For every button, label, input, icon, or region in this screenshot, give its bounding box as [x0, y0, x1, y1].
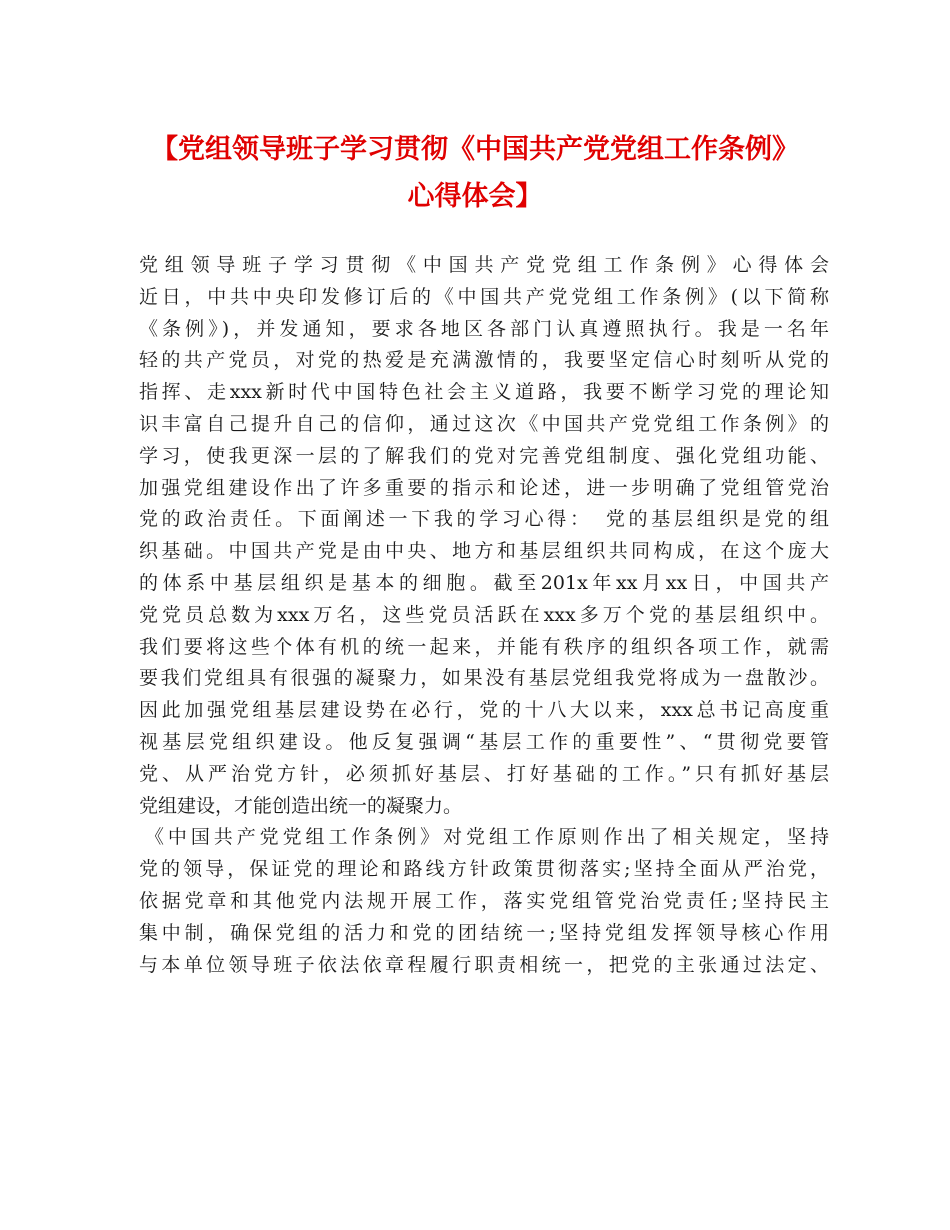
text-line: 轻的共产党员，对党的热爱是充满激情的，我要坚定信心时刻听从党的 — [139, 349, 829, 372]
text-line: 党党员总数为xxx万名，这些党员活跃在xxx多万个党的基层组织中。 — [139, 603, 829, 626]
text-line: 我们要将这些个体有机的统一起来，并能有秩序的组织各项工作，就需 — [139, 635, 829, 658]
text-line: 视基层党组织建设。他反复强调“基层工作的重要性”、“贯彻党要管 — [139, 730, 829, 753]
text-line: 加强党组建设作出了许多重要的指示和论述，进一步明确了党组管党治 — [139, 476, 829, 499]
text-line: 党、从严治党方针，必须抓好基层、打好基础的工作。”只有抓好基层 — [139, 762, 829, 785]
text-line: 因此加强党组基层建设势在必行，党的十八大以来，xxx总书记高度重 — [139, 699, 829, 722]
text-line: 要我们党组具有很强的凝聚力，如果没有基层党组我党将成为一盘散沙。 — [139, 667, 829, 690]
text-line: 与本单位领导班子依法依章程履行职责相统一，把党的主张通过法定、 — [139, 953, 829, 976]
text-line: 依据党章和其他党内法规开展工作，落实党组管党治党责任;坚持民主 — [139, 889, 829, 912]
title-line-1: 【党组领导班子学习贯彻《中国共产党党组工作条例》 — [151, 134, 799, 165]
text-line: 《条例》)，并发通知，要求各地区各部门认真遵照执行。我是一名年 — [139, 317, 829, 340]
text-line: 学习，使我更深一层的了解我们的党对完善党组制度、强化党组功能、 — [139, 444, 829, 467]
text-line: 的体系中基层组织是基本的细胞。截至201x年xx月xx日，中国共产 — [139, 571, 829, 594]
text-line: 识丰富自己提升自己的信仰，通过这次《中国共产党党组工作条例》的 — [139, 412, 829, 435]
document-title — [100, 126, 850, 220]
text-line: 党的领导，保证党的理论和路线方针政策贯彻落实;坚持全面从严治党， — [139, 858, 829, 881]
paragraph-1 — [139, 250, 829, 822]
paragraph-2 — [139, 822, 829, 981]
text-line: 党的政治责任。下面阐述一下我的学习心得： 党的基层组织是党的组 — [139, 508, 829, 531]
text-line: 织基础。中国共产党是由中央、地方和基层组织共同构成，在这个庞大 — [139, 540, 829, 563]
text-line: 《中国共产党党组工作条例》对党组工作原则作出了相关规定，坚持 — [145, 826, 829, 849]
text-line: 指挥、走xxx新时代中国特色社会主义道路，我要不断学习党的理论知 — [139, 381, 829, 404]
text-line: 集中制，确保党组的活力和党的团结统一;坚持党组发挥领导核心作用 — [139, 921, 829, 944]
text-line: 党组领导班子学习贯彻《中国共产党党组工作条例》心得体会 — [139, 254, 829, 276]
document-body — [139, 250, 829, 981]
title-line-2: 心得体会】 — [407, 181, 543, 212]
text-line: 近日，中共中央印发修订后的《中国共产党党组工作条例》(以下简称 — [139, 285, 829, 308]
text-line: 党组建设，才能创造出统一的凝聚力。 — [139, 794, 463, 817]
